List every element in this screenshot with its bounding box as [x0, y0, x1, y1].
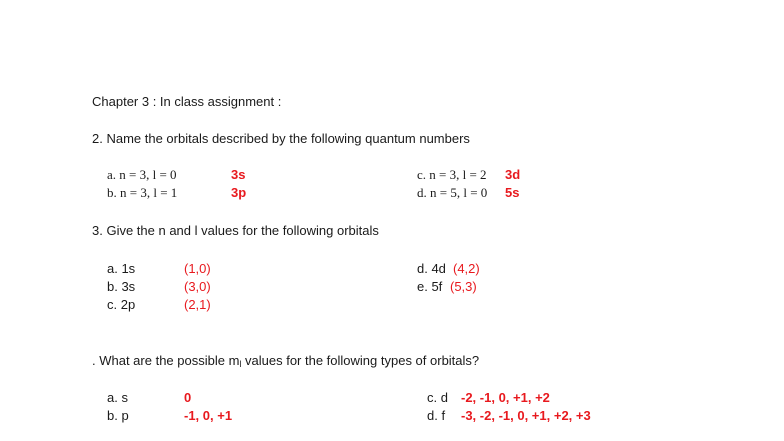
q4-item-c-answer: -2, -1, 0, +1, +2	[461, 390, 550, 405]
q3-item-c-answer: (2,1)	[184, 297, 211, 312]
q2-item-a-answer: 3s	[231, 167, 246, 182]
q2-item-d-answer: 5s	[505, 185, 520, 200]
q3-item-a-label: a. 1s	[107, 261, 136, 276]
q2-item-c-label: c. n = 3, l = 2	[417, 167, 487, 182]
q4-item-a-label: a. s	[107, 390, 128, 405]
question-2-title: 2. Name the orbitals described by the following quantum numbers	[92, 131, 470, 146]
q2-item-c-answer: 3d	[505, 167, 521, 182]
q4-item-b-label: b. p	[107, 408, 129, 423]
q4-item-c-label: c. d	[427, 390, 448, 405]
q2-item-a-label: a. n = 3, l = 0	[107, 167, 177, 182]
q4-item-a-answer: 0	[184, 390, 192, 405]
q3-item-b-label: b. 3s	[107, 279, 136, 294]
q3-item-a-answer: (1,0)	[184, 261, 211, 276]
q2-item-b-answer: 3p	[231, 185, 247, 200]
q2-item-b-label: b. n = 3, l = 1	[107, 185, 178, 200]
q3-item-d-label: d. 4d	[417, 261, 446, 276]
q2-item-d-label: d. n = 5, l = 0	[417, 185, 488, 200]
chapter-heading: Chapter 3 : In class assignment :	[92, 94, 282, 109]
q4-title-prefix: . What are the possible m	[92, 353, 240, 368]
question-3-title: 3. Give the n and l values for the following orbitals	[92, 223, 379, 238]
q4-item-d-label: d. f	[427, 408, 446, 423]
q3-item-b-answer: (3,0)	[184, 279, 211, 294]
q3-item-e-label: e. 5f	[417, 279, 443, 294]
question-4-title	[92, 353, 479, 369]
q3-item-d-answer: (4,2)	[453, 261, 480, 276]
q4-item-b-answer: -1, 0, +1	[184, 408, 233, 423]
q4-item-d-answer: -3, -2, -1, 0, +1, +2, +3	[461, 408, 591, 423]
q4-title-suffix: values for the following types of orbitals?	[241, 353, 480, 368]
q3-item-c-label: c. 2p	[107, 297, 136, 312]
q3-item-e-answer: (5,3)	[450, 279, 477, 294]
q4-title-subscript: l	[239, 359, 242, 369]
